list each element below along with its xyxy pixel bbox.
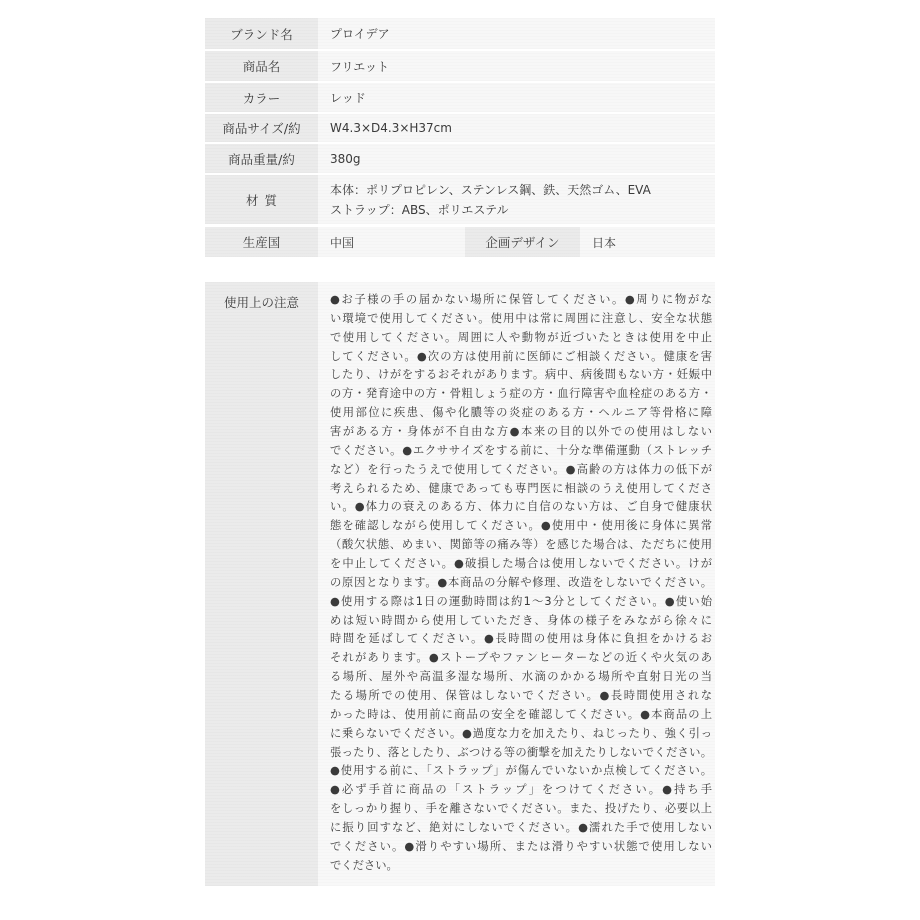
caution-line: ●必ず手首に商品の「ストラップ」をつけてください。●持ち手 <box>330 783 712 797</box>
caution-line: めは短い時間から使用していただき、身体の様子をみながら徐々に <box>330 613 712 627</box>
caution-line: でください。 <box>330 858 398 872</box>
spec-value-weight: 380g <box>330 151 361 166</box>
caution-line: 張ったり、落としたり、ぶつける等の衝撃を加えたりしないでください。 <box>330 745 712 759</box>
caution-line: 考えられるため、健康であっても専門医に相談のうえ使用してくださ <box>330 481 712 495</box>
caution-line: ●お子様の手の届かない場所に保管してください。●周りに物がな <box>330 293 712 306</box>
spec-value-product-name: フリエット <box>330 59 390 74</box>
spec-label-brand: ブランド名 <box>205 18 318 49</box>
caution-line: 使用部位に疾患、傷や化膿等の炎症のある方・ヘルニア等骨格に障 <box>330 406 712 420</box>
spec-value-color: レッド <box>330 91 366 105</box>
caution-section <box>205 282 715 886</box>
caution-line: たる場所での使用、保管はしないでください。●長時間使用されな <box>330 689 712 703</box>
caution-label: 使用上の注意 <box>205 282 318 886</box>
caution-line: の方・発育途中の方・骨粗しょう症の方・血行障害や血栓症のある方・ <box>330 387 712 401</box>
caution-line: を中止してください。●破損した場合は使用しないでください。けが <box>330 557 712 571</box>
caution-line: 態を確認しながら使用してください。●使用中・使用後に身体に異常 <box>330 519 712 533</box>
caution-line: ●使用する際は1日の運動時間は約1～3分としてください。●使い始 <box>330 594 712 608</box>
caution-line: に振り回すなど、絶対にしないでください。●濡れた手で使用しない <box>330 821 712 835</box>
caution-line: したり、けがをするおそれがあります。病中、病後間もない方・妊娠中 <box>330 368 712 382</box>
spec-value-design: 日本 <box>592 235 617 250</box>
spec-row-material <box>205 175 715 224</box>
caution-line: してください。●次の方は使用前に医師にご相談ください。健康を害 <box>330 349 712 363</box>
spec-label-material: 材質 <box>205 175 318 224</box>
spec-row-color <box>205 83 715 112</box>
caution-line: い環境で使用してください。使用中は常に周囲に注意し、安全な状態 <box>330 311 712 325</box>
spec-label-product-name: 商品名 <box>205 51 318 81</box>
spec-label-color: カラー <box>205 83 318 112</box>
spec-row-size <box>205 114 715 142</box>
spec-label-origin: 生産国 <box>205 227 318 257</box>
spec-value-material <box>318 175 715 224</box>
caution-line: の原因となります。●本商品の分解や修理、改造をしないでください。 <box>330 575 712 589</box>
caution-line: をしっかり握り、手を離さないでください。また、投げたり、必要以上 <box>330 802 712 816</box>
spec-value-brand: プロイデア <box>330 27 390 41</box>
spec-value-size: W4.3×D4.3×H37cm <box>330 121 452 135</box>
caution-line: い。●体力の衰えのある方、体力に自信のない方は、ご自身で健康状 <box>330 500 712 514</box>
spec-label-design: 企画デザイン <box>465 227 580 257</box>
caution-line: る場所、屋外や高温多湿な場所、水滴のかかる場所や直射日光の当 <box>330 670 712 684</box>
caution-line: でください。●エクササイズをする前に、十分な準備運動（ストレッチ <box>330 443 712 457</box>
spec-row-weight <box>205 144 715 173</box>
spec-row-origin <box>205 227 715 257</box>
spec-label-size: 商品サイズ/約 <box>205 114 318 142</box>
caution-line: ●使用する前に、「ストラップ」が傷んでいないか点検してください。 <box>330 764 712 778</box>
spec-value-origin: 中国 <box>330 235 355 250</box>
spec-row-brand <box>205 18 715 49</box>
spec-value-material-line: 本体：ポリプロピレン、ステンレス鋼、鉄、天然ゴム、EVA <box>330 182 651 197</box>
caution-line: （酸欠状態、めまい、関節等の痛み等）を感じた場合は、ただちに使用 <box>330 538 712 552</box>
spec-row-product-name <box>205 51 715 81</box>
caution-line: に乗らないでください。●過度な力を加えたり、ねじったり、強く引っ <box>330 726 712 740</box>
caution-line: 時間を延ばしてください。●長時間の使用は身体に負担をかけるお <box>330 632 712 646</box>
spec-table <box>205 18 715 259</box>
caution-line: でください。●滑りやすい場所、または滑りやすい状態で使用しない <box>330 839 712 853</box>
caution-line: 害がある方・身体が不自由な方●本来の目的以外での使用はしない <box>330 425 712 439</box>
spec-label-weight: 商品重量/約 <box>205 144 318 173</box>
spec-value-material-line: ストラップ：ABS、ポリエステル <box>330 202 509 217</box>
caution-text <box>318 282 715 886</box>
caution-line: で使用してください。周囲に人や動物が近づいたときは使用を中止 <box>330 330 712 344</box>
caution-line: かった時は、使用前に商品の安全を確認してください。●本商品の上 <box>330 707 712 721</box>
caution-line: それがあります。●ストーブやファンヒーターなどの近くや火気のあ <box>330 651 712 665</box>
caution-line: など）を行ったうえで使用してください。●高齢の方は体力の低下が <box>330 462 712 476</box>
